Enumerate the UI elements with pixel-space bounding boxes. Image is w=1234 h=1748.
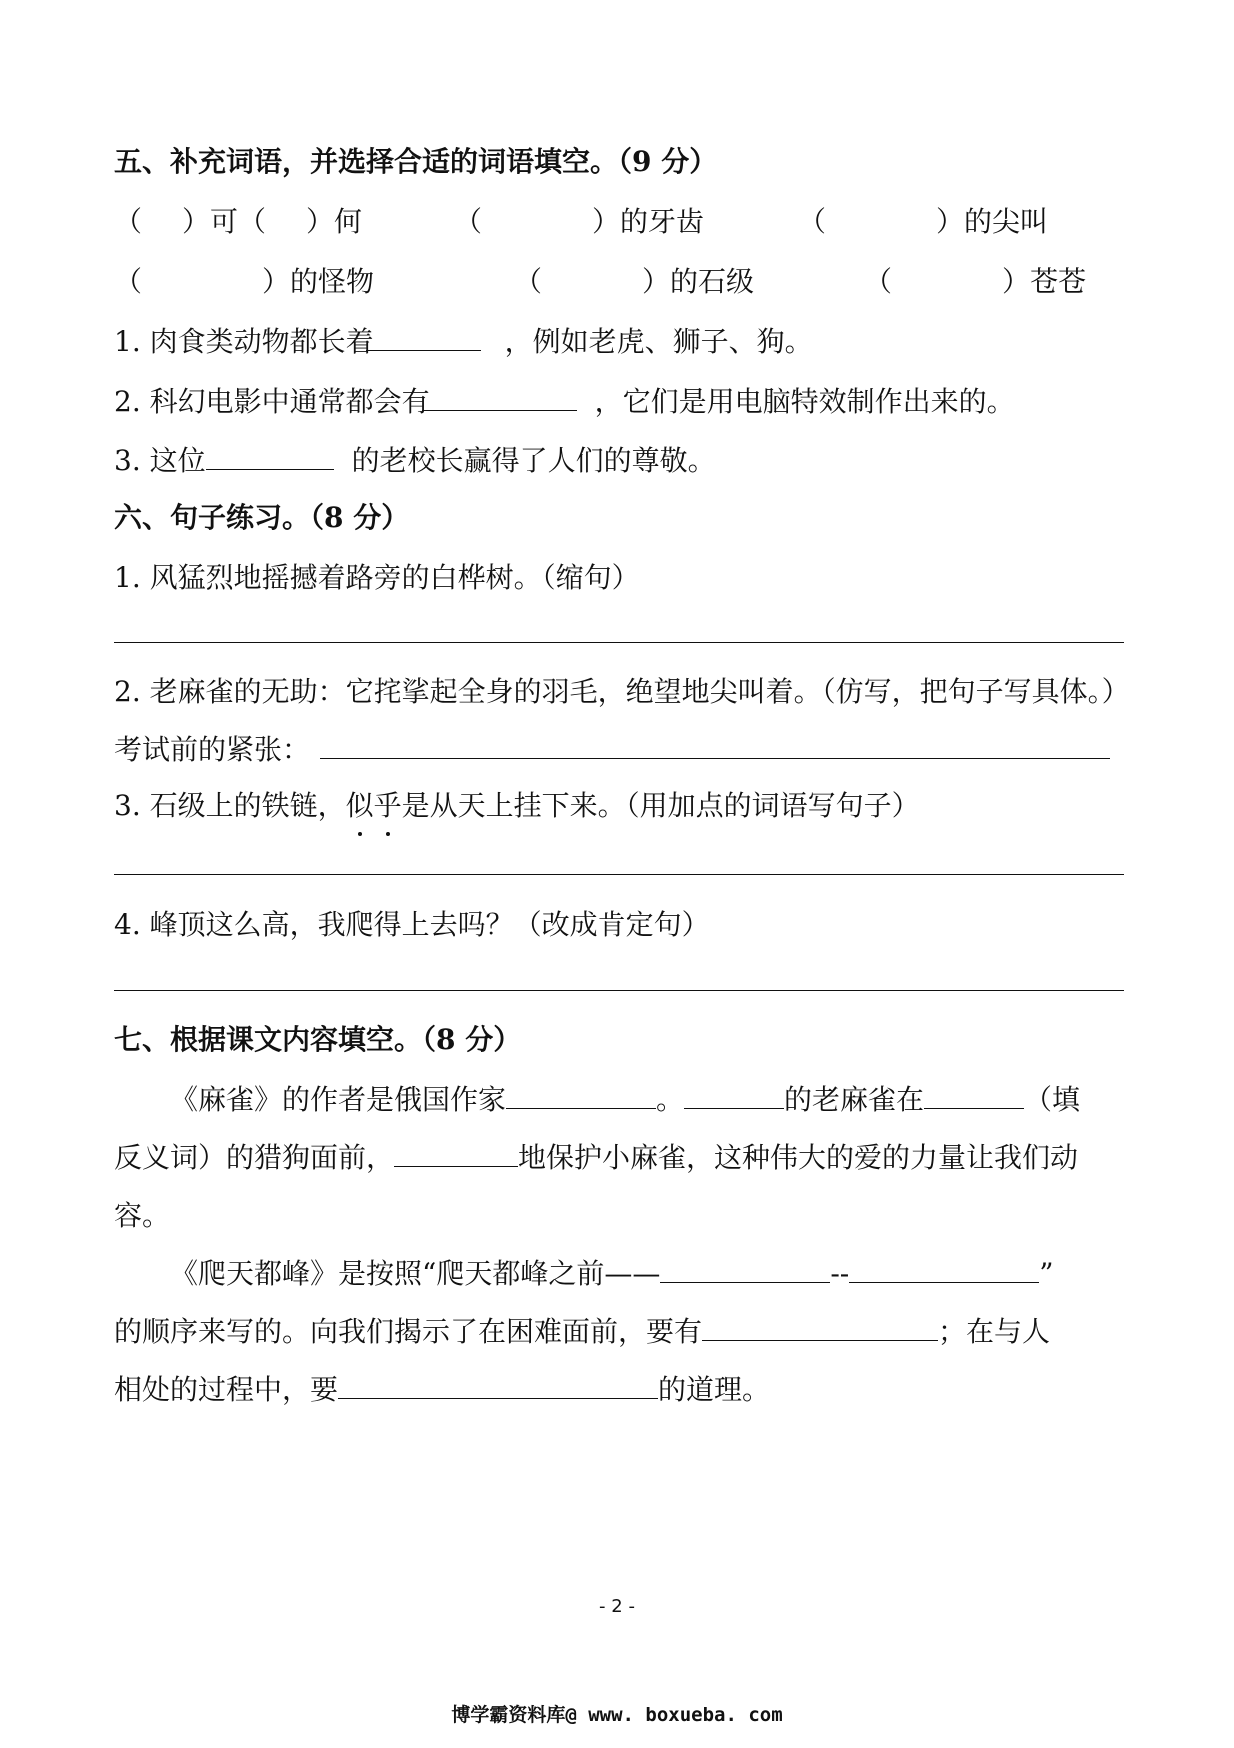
- blank[interactable]: [660, 1256, 830, 1283]
- question-6-4: 4. 峰顶这么高，我爬得上去吗？（改成肯定句）: [114, 908, 710, 941]
- answer-line[interactable]: [114, 642, 1124, 643]
- dotted-char: 乎: [374, 786, 402, 826]
- dotted-char: 似: [346, 786, 374, 826]
- blank[interactable]: [924, 1082, 1024, 1109]
- question-6-2-prompt: 考试前的紧张：: [114, 730, 1124, 770]
- blank[interactable]: [394, 1140, 518, 1167]
- question-5-2: 2. 科幻电影中通常都会有 ，它们是用电脑特效制作出来的。: [114, 385, 1015, 418]
- section-6-heading: 六、句子练习。（8 分）: [114, 501, 410, 534]
- blank[interactable]: [849, 1256, 1039, 1283]
- word-row-2: （ ）的怪物 （ ）的石级 （ ）苍苍: [114, 265, 1087, 298]
- blank[interactable]: [206, 443, 334, 470]
- paragraph-7-line-5: 的顺序来写的。向我们揭示了在困难面前，要有 ；在与人: [114, 1315, 1051, 1348]
- word-row-1: （ ）可（ ）何 （ ）的牙齿 （ ）的尖叫: [114, 205, 1049, 238]
- question-6-3: 3. 石级上的铁链，似乎是从天上挂下来。（用加点的词语写句子）: [114, 786, 1124, 826]
- question-5-1: 1. 肉食类动物都长着 ，例如老虎、狮子、狗。: [114, 325, 813, 358]
- blank[interactable]: [506, 1082, 656, 1109]
- answer-line[interactable]: [114, 874, 1124, 875]
- question-6-2: 2. 老麻雀的无助：它挓挲起全身的羽毛，绝望地尖叫着。（仿写，把句子写具体。）: [114, 675, 1130, 708]
- blank[interactable]: [366, 324, 481, 351]
- page-number: - 2 -: [599, 1596, 635, 1617]
- paragraph-7-line-4: 《爬天都峰》是按照“爬天都峰之前—— -- ”: [170, 1257, 1054, 1290]
- section-7-heading: 七、根据课文内容填空。（8 分）: [114, 1023, 522, 1056]
- paragraph-7-line-6: 相处的过程中，要 的道理。: [114, 1373, 771, 1406]
- paragraph-7-line-2: 反义词）的猎狗面前， 地保护小麻雀，这种伟大的爱的力量让我们动: [114, 1141, 1079, 1174]
- footer-watermark: 博学霸资料库@ www. boxueba. com: [451, 1704, 783, 1726]
- question-6-1: 1. 风猛烈地摇撼着路旁的白桦树。（缩句）: [114, 561, 640, 594]
- question-5-3: 3. 这位 的老校长赢得了人们的尊敬。: [114, 444, 716, 477]
- paragraph-7-line-1: 《麻雀》的作者是俄国作家 。 的老麻雀在 （填: [170, 1083, 1081, 1116]
- paragraph-7-line-3: 容。: [114, 1199, 171, 1232]
- answer-line[interactable]: [114, 990, 1124, 991]
- blank[interactable]: [338, 1372, 658, 1399]
- section-5-heading: 五、补充词语，并选择合适的词语填空。（9 分）: [114, 145, 718, 178]
- blank[interactable]: [702, 1314, 938, 1341]
- answer-line[interactable]: [320, 732, 1110, 759]
- blank[interactable]: [684, 1082, 784, 1109]
- blank[interactable]: [422, 384, 577, 411]
